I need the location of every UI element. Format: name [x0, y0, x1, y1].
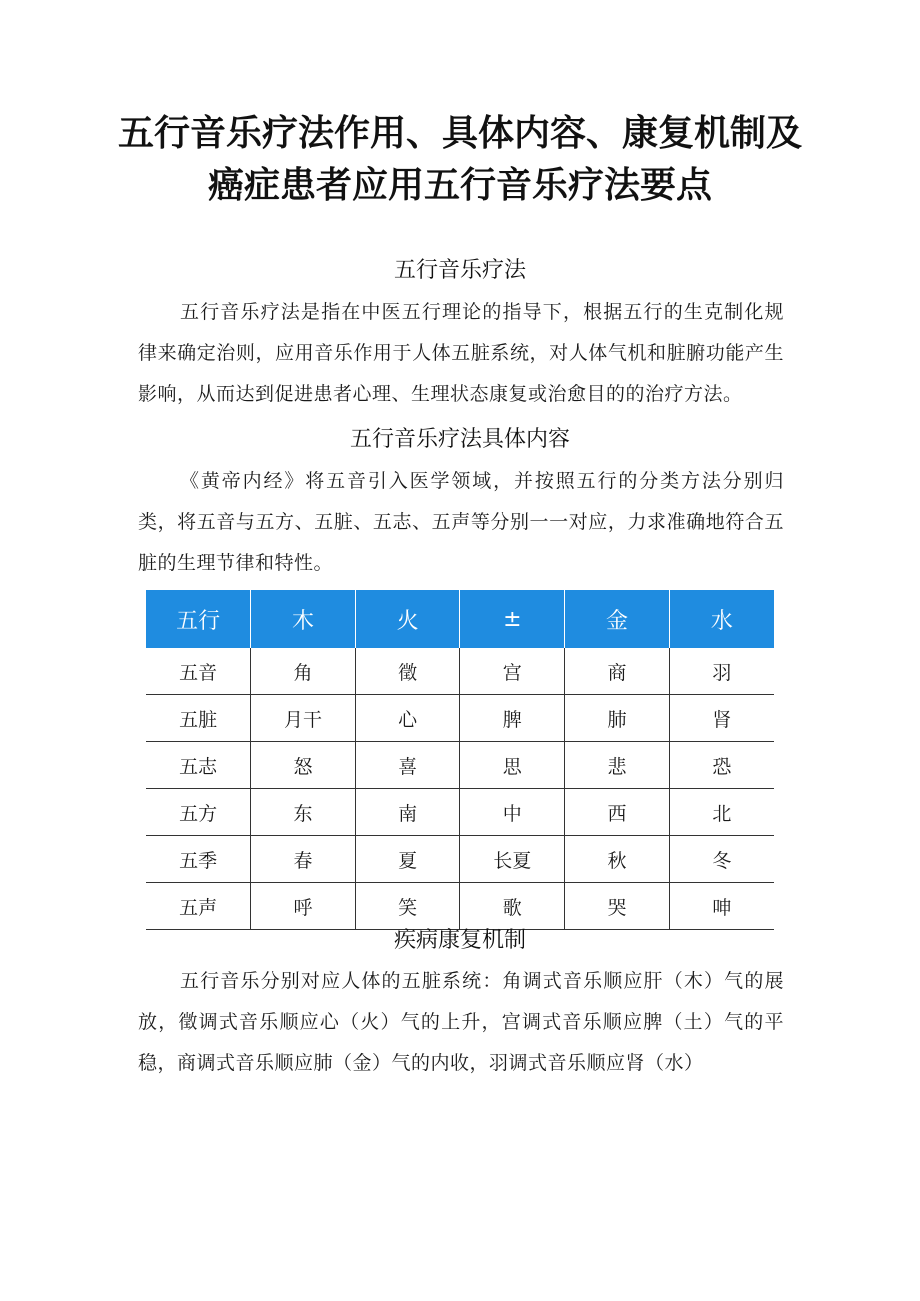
table-header-cell: 木	[251, 590, 356, 648]
table-cell: 冬	[669, 836, 774, 883]
table-cell: 中	[460, 789, 565, 836]
table-cell: 西	[565, 789, 670, 836]
table-cell: 宫	[460, 648, 565, 695]
table-cell: 喜	[355, 742, 460, 789]
table-cell: 北	[669, 789, 774, 836]
table-cell: 肺	[565, 695, 670, 742]
table-cell: 怒	[251, 742, 356, 789]
table-row	[146, 648, 774, 695]
table-header-cell: 金	[565, 590, 670, 648]
title-line-2: 癌症患者应用五行音乐疗法要点	[207, 165, 712, 206]
table-cell: 悲	[565, 742, 670, 789]
table-header-cell: 火	[355, 590, 460, 648]
table-cell: 五音	[146, 648, 251, 695]
table-header-cell: 水	[669, 590, 774, 648]
title-line-1: 五行音乐疗法作用、具体内容、康复机制及	[117, 113, 802, 154]
section-heading-specific-content: 五行音乐疗法具体内容	[349, 427, 570, 452]
table-row	[146, 836, 774, 883]
table-header-cell: ±	[460, 590, 565, 648]
table-cell: 笑	[355, 883, 460, 930]
table-cell: 呼	[251, 883, 356, 930]
table-cell: 歌	[460, 883, 565, 930]
table-cell: 羽	[669, 648, 774, 695]
table-cell: 五脏	[146, 695, 251, 742]
table-cell: 东	[251, 789, 356, 836]
table-header-row	[146, 590, 774, 648]
paragraph-rehab-mechanism: 五行音乐分别对应人体的五脏系统：角调式音乐顺应肝（木）气的展放，徵调式音乐顺应心（火）气的上升，宫调式音乐顺应脾（土）气的平稳，商调式音乐顺应肺（金）气的内收，羽调式音乐顺应肾（水）	[138, 970, 784, 1074]
table-cell: 肾	[669, 695, 774, 742]
table-header-cell: 五行	[146, 590, 251, 648]
table-cell: 夏	[355, 836, 460, 883]
table-cell: 五方	[146, 789, 251, 836]
table-cell: 五声	[146, 883, 251, 930]
document-title	[0, 108, 920, 212]
table-cell: 商	[565, 648, 670, 695]
table-cell: 思	[460, 742, 565, 789]
section-heading-rehab-mechanism: 疾病康复机制	[393, 928, 526, 953]
table-cell: 月干	[251, 695, 356, 742]
table-row	[146, 742, 774, 789]
table-cell: 心	[355, 695, 460, 742]
table-cell: 呻	[669, 883, 774, 930]
table-row	[146, 695, 774, 742]
table-cell: 恐	[669, 742, 774, 789]
section-heading-wuxing-therapy: 五行音乐疗法	[393, 258, 526, 283]
table-cell: 五季	[146, 836, 251, 883]
table-cell: 长夏	[460, 836, 565, 883]
table-cell: 秋	[565, 836, 670, 883]
table-row	[146, 883, 774, 930]
table-cell: 春	[251, 836, 356, 883]
wuxing-correspondence-table	[146, 590, 774, 930]
table-cell: 南	[355, 789, 460, 836]
table-row	[146, 789, 774, 836]
table-cell: 徵	[355, 648, 460, 695]
paragraph-specific-content: 《黄帝内经》将五音引入医学领域，并按照五行的分类方法分别归类，将五音与五方、五脏、五志、五声等分别一一对应，力求准确地符合五脏的生理节律和特性。	[138, 470, 784, 574]
table-cell: 脾	[460, 695, 565, 742]
paragraph-wuxing-therapy: 五行音乐疗法是指在中医五行理论的指导下，根据五行的生克制化规律来确定治则，应用音乐作用于人体五脏系统，对人体气机和脏腑功能产生影响，从而达到促进患者心理、生理状态康复或治愈目的的治疗方法。	[138, 301, 784, 405]
table-cell: 角	[251, 648, 356, 695]
table-cell: 哭	[565, 883, 670, 930]
table-cell: 五志	[146, 742, 251, 789]
